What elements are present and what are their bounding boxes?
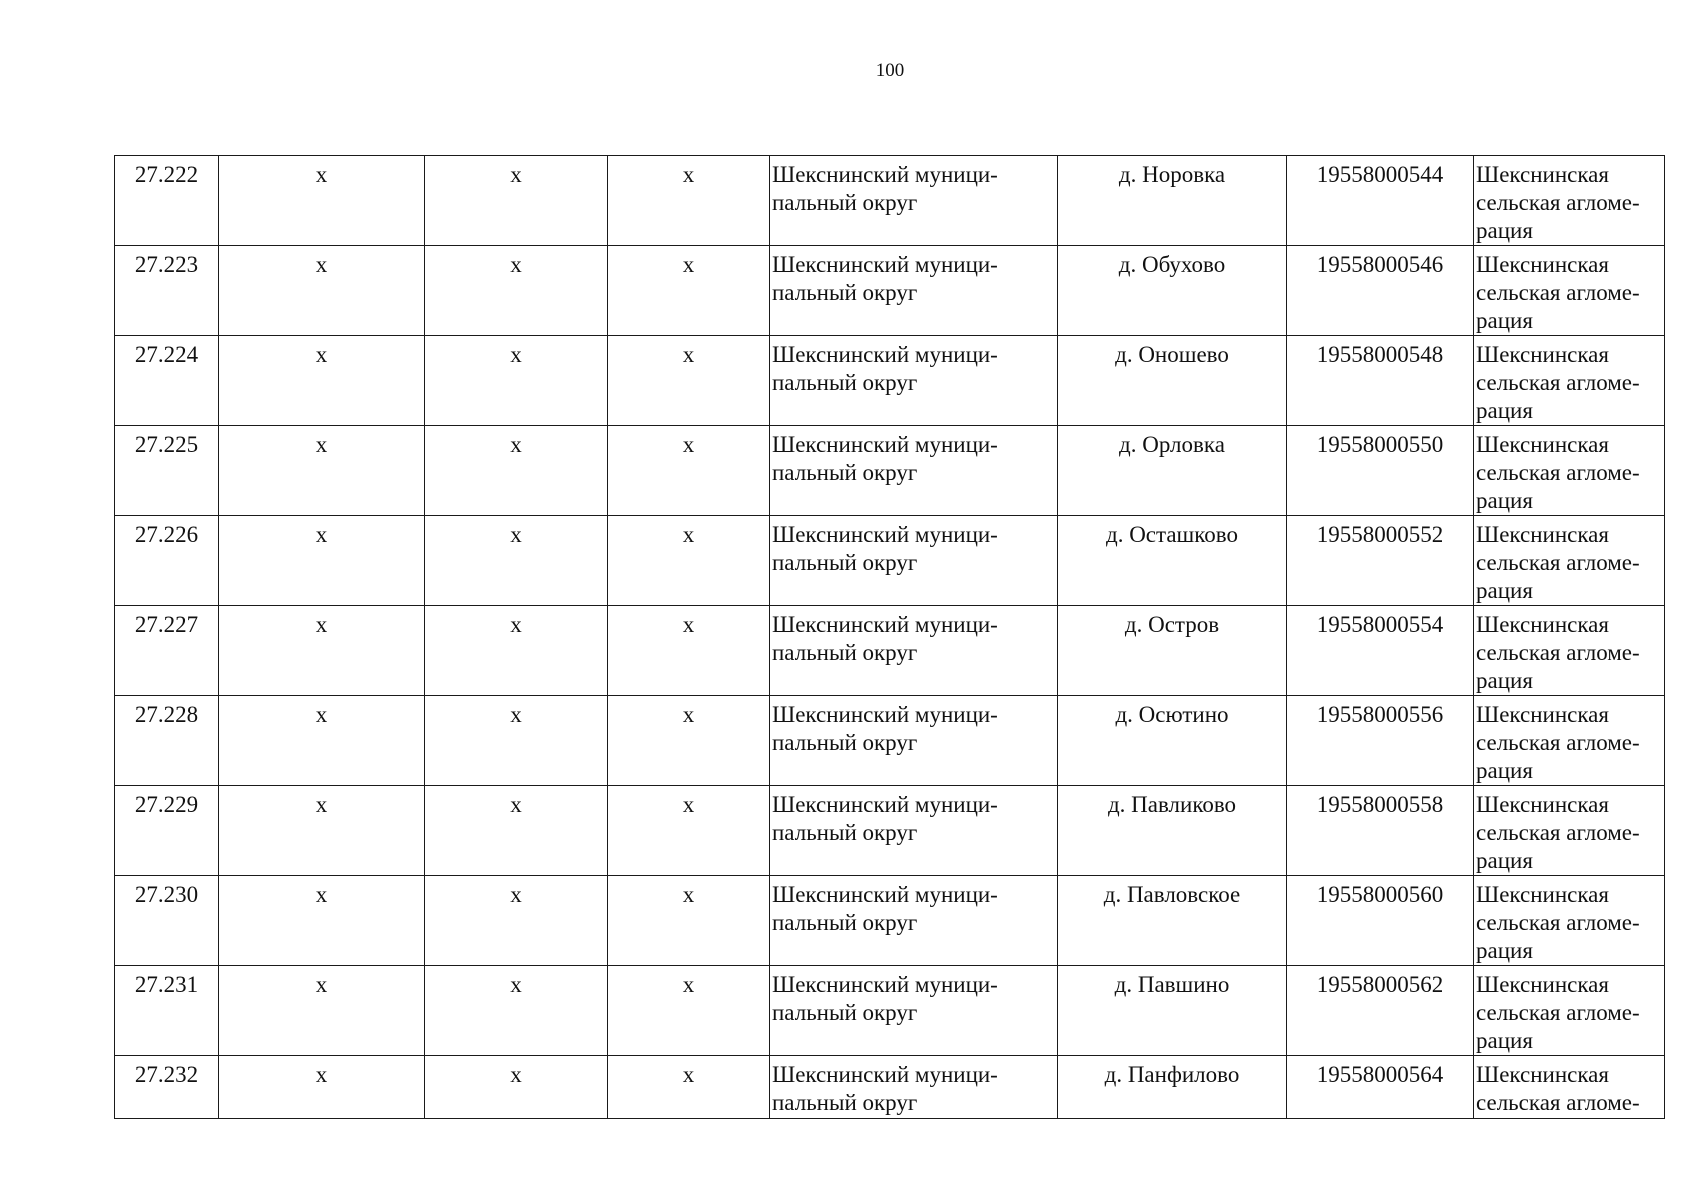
x-mark-cell: x <box>219 1056 425 1119</box>
x-mark-cell: x <box>425 876 608 966</box>
x-mark-cell: x <box>608 246 770 336</box>
settlement-cell: д. Павшино <box>1058 966 1287 1056</box>
district-line: пальный округ <box>772 910 918 935</box>
district-line: Шекснинский муници- <box>772 162 998 187</box>
settlement-cell: д. Павликово <box>1058 786 1287 876</box>
agglomeration-line: сельская агломе- <box>1476 1000 1640 1025</box>
district-line: пальный округ <box>772 1000 918 1025</box>
district-cell <box>770 426 1058 516</box>
district-line: пальный округ <box>772 820 918 845</box>
agglomeration-line: сельская агломе- <box>1476 910 1640 935</box>
agglomeration-line: сельская агломе- <box>1476 190 1640 215</box>
settlement-cell: д. Панфилово <box>1058 1056 1287 1119</box>
x-mark-cell: x <box>219 696 425 786</box>
row-number-cell: 27.223 <box>115 246 219 336</box>
agglomeration-cell <box>1474 606 1665 696</box>
row-number-cell: 27.222 <box>115 156 219 246</box>
oktmo-code-cell: 19558000544 <box>1287 156 1474 246</box>
agglomeration-line: сельская агломе- <box>1476 460 1640 485</box>
table-row <box>115 246 1665 336</box>
agglomeration-cell <box>1474 786 1665 876</box>
agglomeration-line: Шекснинская <box>1476 252 1609 277</box>
x-mark-cell: x <box>425 966 608 1056</box>
x-mark-cell: x <box>608 1056 770 1119</box>
agglomeration-line: Шекснинская <box>1476 342 1609 367</box>
district-line: Шекснинский муници- <box>772 252 998 277</box>
district-cell <box>770 1056 1058 1119</box>
x-mark-cell: x <box>219 876 425 966</box>
oktmo-code-cell: 19558000560 <box>1287 876 1474 966</box>
settlement-cell: д. Осютино <box>1058 696 1287 786</box>
district-line: пальный округ <box>772 730 918 755</box>
x-mark-cell: x <box>608 966 770 1056</box>
agglomeration-line: Шекснинская <box>1476 432 1609 457</box>
table-row <box>115 336 1665 426</box>
oktmo-code-cell: 19558000550 <box>1287 426 1474 516</box>
agglomeration-line: рация <box>1476 1028 1533 1053</box>
x-mark-cell: x <box>219 606 425 696</box>
district-line: Шекснинский муници- <box>772 1062 998 1087</box>
agglomeration-line: Шекснинская <box>1476 972 1609 997</box>
x-mark-cell: x <box>219 246 425 336</box>
row-number-cell: 27.225 <box>115 426 219 516</box>
settlement-cell: д. Норовка <box>1058 156 1287 246</box>
agglomeration-line: Шекснинская <box>1476 162 1609 187</box>
row-number-cell: 27.232 <box>115 1056 219 1119</box>
district-line: пальный округ <box>772 550 918 575</box>
x-mark-cell: x <box>608 516 770 606</box>
agglomeration-cell <box>1474 426 1665 516</box>
district-cell <box>770 876 1058 966</box>
oktmo-code-cell: 19558000554 <box>1287 606 1474 696</box>
agglomeration-cell <box>1474 966 1665 1056</box>
district-cell <box>770 786 1058 876</box>
settlement-cell: д. Павловское <box>1058 876 1287 966</box>
district-cell <box>770 156 1058 246</box>
x-mark-cell: x <box>425 1056 608 1119</box>
agglomeration-cell <box>1474 156 1665 246</box>
agglomeration-cell <box>1474 876 1665 966</box>
agglomeration-line: рация <box>1476 578 1533 603</box>
district-line: Шекснинский муници- <box>772 612 998 637</box>
table-row <box>115 966 1665 1056</box>
agglomeration-line: сельская агломе- <box>1476 280 1640 305</box>
district-line: Шекснинский муници- <box>772 522 998 547</box>
x-mark-cell: x <box>219 516 425 606</box>
agglomeration-line: рация <box>1476 668 1533 693</box>
district-line: пальный округ <box>772 370 918 395</box>
district-line: пальный округ <box>772 640 918 665</box>
x-mark-cell: x <box>608 876 770 966</box>
agglomeration-line: Шекснинская <box>1476 882 1609 907</box>
x-mark-cell: x <box>219 966 425 1056</box>
table-row <box>115 1056 1665 1119</box>
agglomeration-line: сельская агломе- <box>1476 550 1640 575</box>
x-mark-cell: x <box>219 786 425 876</box>
table-row <box>115 516 1665 606</box>
table-row <box>115 786 1665 876</box>
row-number-cell: 27.230 <box>115 876 219 966</box>
settlements-table <box>114 155 1665 1119</box>
agglomeration-line: рация <box>1476 938 1533 963</box>
table-row <box>115 696 1665 786</box>
table-row <box>115 876 1665 966</box>
agglomeration-line: Шекснинская <box>1476 702 1609 727</box>
x-mark-cell: x <box>425 246 608 336</box>
agglomeration-line: рация <box>1476 848 1533 873</box>
agglomeration-cell <box>1474 1056 1665 1119</box>
table-row <box>115 426 1665 516</box>
x-mark-cell: x <box>608 156 770 246</box>
agglomeration-line: Шекснинская <box>1476 522 1609 547</box>
x-mark-cell: x <box>608 606 770 696</box>
row-number-cell: 27.229 <box>115 786 219 876</box>
x-mark-cell: x <box>425 786 608 876</box>
district-line: пальный округ <box>772 1090 918 1115</box>
agglomeration-line: сельская агломе- <box>1476 1090 1640 1115</box>
row-number-cell: 27.226 <box>115 516 219 606</box>
district-cell <box>770 516 1058 606</box>
agglomeration-line: рация <box>1476 308 1533 333</box>
oktmo-code-cell: 19558000546 <box>1287 246 1474 336</box>
oktmo-code-cell: 19558000558 <box>1287 786 1474 876</box>
agglomeration-cell <box>1474 246 1665 336</box>
x-mark-cell: x <box>608 696 770 786</box>
district-cell <box>770 966 1058 1056</box>
agglomeration-line: сельская агломе- <box>1476 640 1640 665</box>
oktmo-code-cell: 19558000548 <box>1287 336 1474 426</box>
district-cell <box>770 336 1058 426</box>
oktmo-code-cell: 19558000556 <box>1287 696 1474 786</box>
district-line: Шекснинский муници- <box>772 882 998 907</box>
district-line: пальный округ <box>772 280 918 305</box>
district-line: Шекснинский муници- <box>772 972 998 997</box>
settlement-cell: д. Обухово <box>1058 246 1287 336</box>
oktmo-code-cell: 19558000562 <box>1287 966 1474 1056</box>
oktmo-code-cell: 19558000564 <box>1287 1056 1474 1119</box>
x-mark-cell: x <box>219 426 425 516</box>
settlement-cell: д. Остров <box>1058 606 1287 696</box>
agglomeration-line: рация <box>1476 758 1533 783</box>
agglomeration-line: сельская агломе- <box>1476 730 1640 755</box>
x-mark-cell: x <box>425 606 608 696</box>
district-line: Шекснинский муници- <box>772 342 998 367</box>
district-line: Шекснинский муници- <box>772 702 998 727</box>
row-number-cell: 27.224 <box>115 336 219 426</box>
table-row <box>115 606 1665 696</box>
agglomeration-line: рация <box>1476 398 1533 423</box>
table-row <box>115 156 1665 246</box>
agglomeration-line: сельская агломе- <box>1476 820 1640 845</box>
row-number-cell: 27.227 <box>115 606 219 696</box>
district-line: пальный округ <box>772 190 918 215</box>
agglomeration-line: рация <box>1476 218 1533 243</box>
page-number: 100 <box>875 60 905 81</box>
x-mark-cell: x <box>425 516 608 606</box>
district-line: пальный округ <box>772 460 918 485</box>
row-number-cell: 27.228 <box>115 696 219 786</box>
agglomeration-line: рация <box>1476 488 1533 513</box>
settlement-cell: д. Оношево <box>1058 336 1287 426</box>
agglomeration-line: Шекснинская <box>1476 612 1609 637</box>
agglomeration-line: сельская агломе- <box>1476 370 1640 395</box>
agglomeration-cell <box>1474 336 1665 426</box>
oktmo-code-cell: 19558000552 <box>1287 516 1474 606</box>
x-mark-cell: x <box>425 336 608 426</box>
district-line: Шекснинский муници- <box>772 432 998 457</box>
district-cell <box>770 606 1058 696</box>
x-mark-cell: x <box>425 426 608 516</box>
agglomeration-cell <box>1474 696 1665 786</box>
x-mark-cell: x <box>608 786 770 876</box>
x-mark-cell: x <box>608 336 770 426</box>
x-mark-cell: x <box>219 156 425 246</box>
district-cell <box>770 246 1058 336</box>
agglomeration-line: Шекснинская <box>1476 1062 1609 1087</box>
x-mark-cell: x <box>425 696 608 786</box>
district-cell <box>770 696 1058 786</box>
table-body <box>115 156 1665 1119</box>
agglomeration-cell <box>1474 516 1665 606</box>
x-mark-cell: x <box>219 336 425 426</box>
row-number-cell: 27.231 <box>115 966 219 1056</box>
settlement-cell: д. Орловка <box>1058 426 1287 516</box>
x-mark-cell: x <box>425 156 608 246</box>
district-line: Шекснинский муници- <box>772 792 998 817</box>
agglomeration-line: Шекснинская <box>1476 792 1609 817</box>
x-mark-cell: x <box>608 426 770 516</box>
settlement-cell: д. Осташково <box>1058 516 1287 606</box>
